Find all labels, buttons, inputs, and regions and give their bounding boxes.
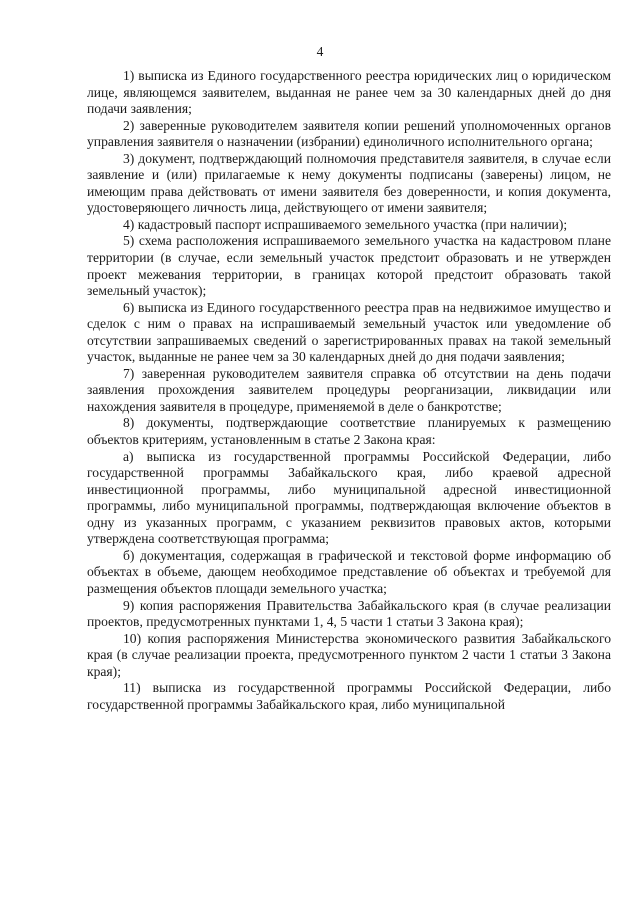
paragraph-item-8: 8) документы, подтверждающие соответствие планируемых к размещению объектов критериям, установленным в статье 2 Закона края: (87, 415, 611, 448)
paragraph-item-9: 9) копия распоряжения Правительства Забайкальского края (в случае реализации проектов, предусмотренных пунктами 1, 4, 5 части 1 статьи 3 Закона края); (87, 597, 611, 630)
paragraph-item-11: 11) выписка из государственной программы Российской Федерации, либо государственной программы Забайкальского края, либо муниципальной (87, 680, 611, 712)
paragraph-item-8a: а) выписка из государственной программы Российской Федерации, либо государственной программы Забайкальского края, либо краевой адресной инвестиционной программы, либо муниципальной адресной инвестиционной программы, либо муниципальной программы, подтверждающая включение объектов в одну из указанных программ, с указанием реквизитов правовых актов, которыми утверждена соответствующая программа; (87, 448, 611, 547)
paragraph-item-4: 4) кадастровый паспорт испрашиваемого земельного участка (при наличии); (123, 216, 568, 232)
paragraph-item-8b: б) документация, содержащая в графической и текстовой форме информацию об объектах в объеме, дающем необходимое представление об объектах и требуемой для размещения объектов площади земельного участка; (87, 547, 611, 596)
paragraph-item-1: 1) выписка из Единого государственного реестра юридических лиц о юридическом лице, являющемся заявителем, выданная не ранее чем за 30 календарных дней до дня подачи заявления; (87, 68, 611, 117)
paragraph-item-3: 3) документ, подтверждающий полномочия представителя заявителя, в случае если заявление и (или) прилагаемые к нему документы подписаны (заверены) лицом, не имеющим права действовать от имени заявителя без доверенности, и копия документа, удостоверяющего личность лица, действующего от имени заявителя; (87, 150, 611, 216)
paragraph-item-2: 2) заверенные руководителем заявителя копии решений уполномоченных органов управления заявителя о назначении (избрании) единоличного исполнительного органа; (87, 117, 611, 150)
paragraph-item-5: 5) схема расположения испрашиваемого земельного участка на кадастровом плане территории (в случае, если земельный участок предстоит образовать и не утвержден проект межевания территории, в границах которой предстоит образовать такой земельный участок); (87, 233, 611, 299)
page-number: 4 (316, 44, 324, 59)
paragraph-item-10: 10) копия распоряжения Министерства экономического развития Забайкальского края (в случае реализации проекта, предусмотренного пунктом 2 части 1 статьи 3 Закона края); (87, 630, 611, 679)
paragraph-item-6: 6) выписка из Единого государственного реестра прав на недвижимое имущество и сделок с ним о правах на испрашиваемый земельный участок или уведомление об отсутствии запрашиваемых сведений о зарегистрированных правах на такой земельный участок, выданные не ранее чем за 30 календарных дней до дня подачи заявления; (87, 299, 611, 365)
paragraph-item-7: 7) заверенная руководителем заявителя справка об отсутствии на день подачи заявления прохождения заявителем процедуры реорганизации, ликвидации или нахождения заявителя в процедуре, применяемой в деле о банкротстве; (87, 365, 611, 414)
document-body (87, 68, 611, 713)
